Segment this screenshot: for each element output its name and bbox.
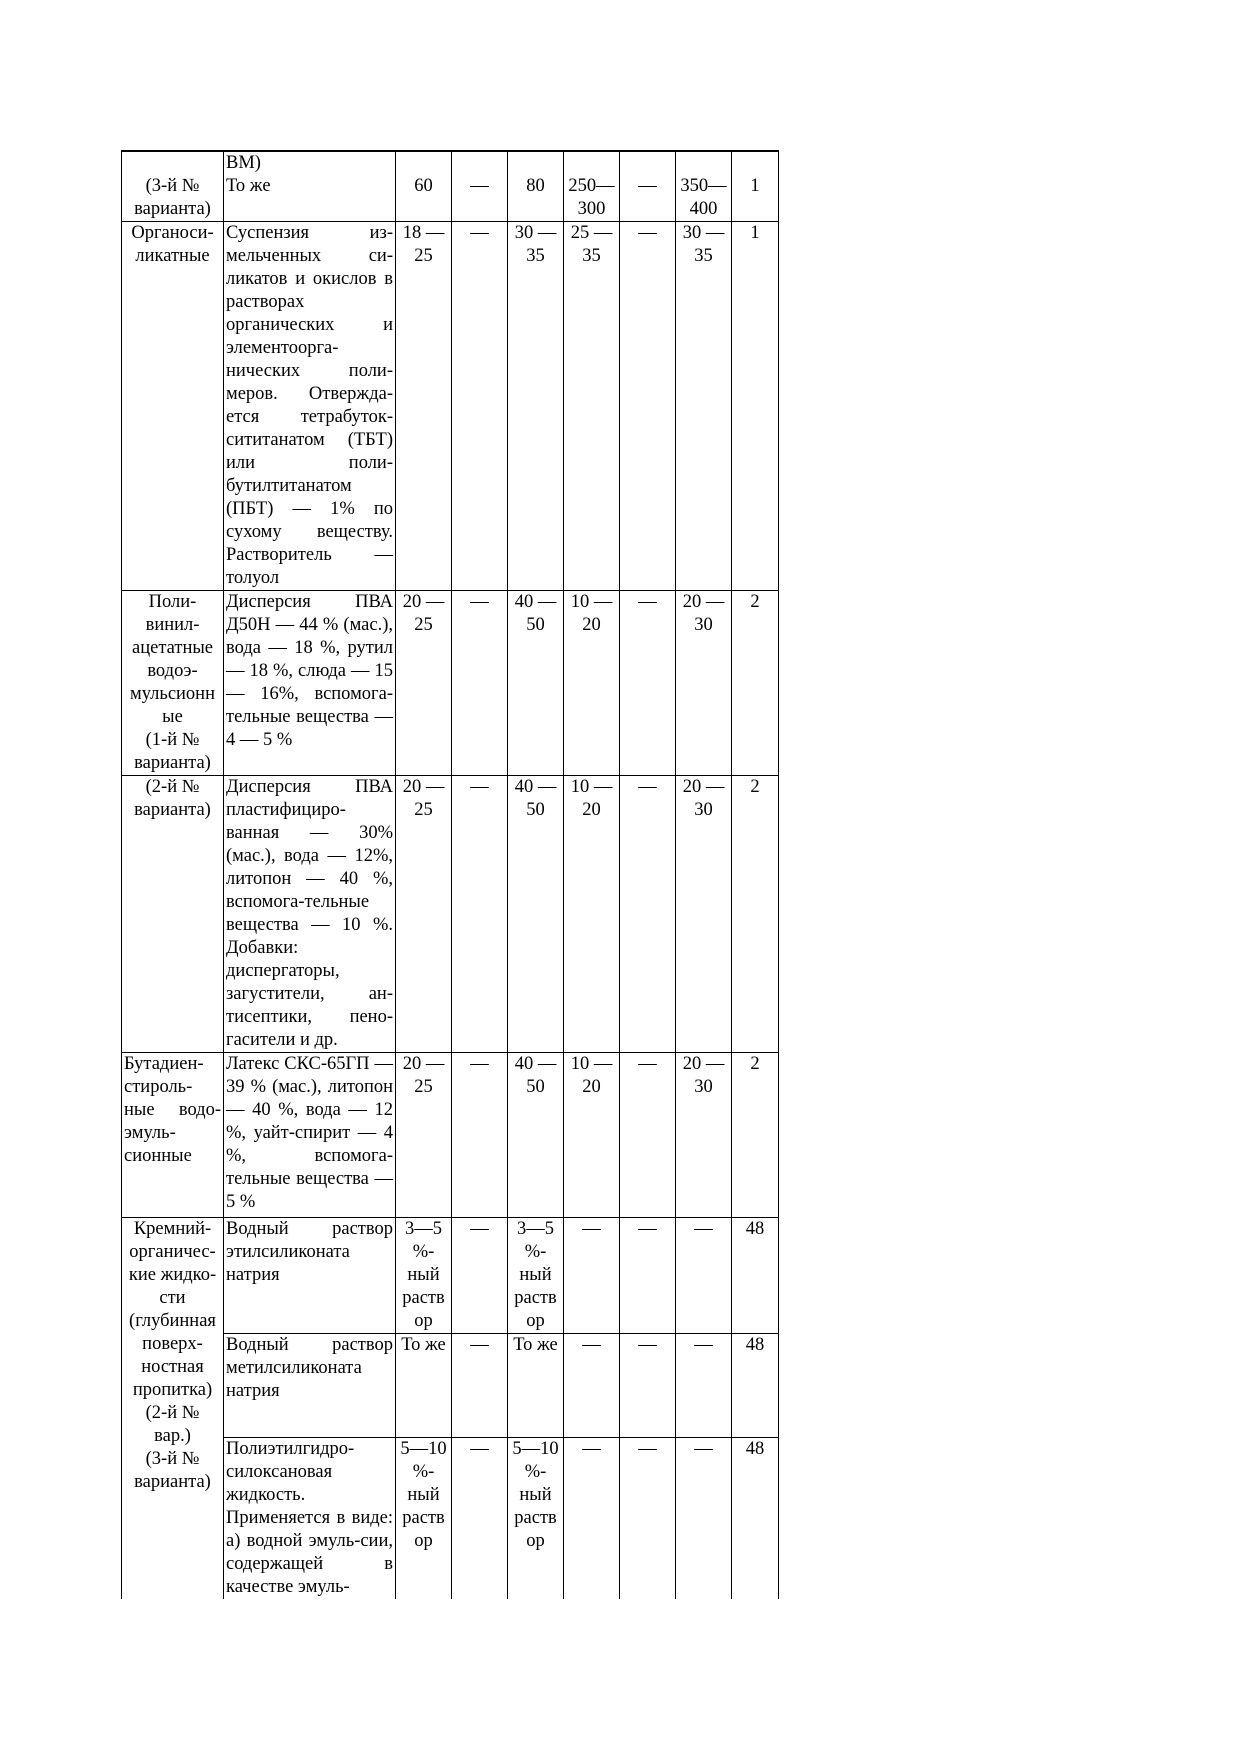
cell-line: То же	[226, 176, 271, 196]
material-cell	[122, 591, 224, 776]
param-cell	[676, 151, 732, 222]
cell-line: Органоси-	[131, 223, 214, 243]
cell-line: —	[470, 777, 489, 797]
cell-line: органичес-	[129, 1242, 216, 1262]
param-cell	[396, 591, 452, 776]
cell-line: —	[694, 1219, 713, 1239]
ref-cell	[732, 591, 779, 776]
cell-line: —	[638, 176, 657, 196]
cell-line: —	[470, 1439, 489, 1459]
cell-line: пропитка)	[132, 1380, 213, 1400]
cell-line: 1	[750, 176, 760, 196]
cell-line: 20	[582, 1077, 601, 1097]
cell-line: —	[470, 176, 489, 196]
cell-line: ацетатные	[132, 638, 213, 658]
cell-line: %-	[524, 1462, 547, 1482]
cell-line: То же	[513, 1335, 558, 1355]
cell-line: сти	[159, 1288, 186, 1308]
param-cell	[564, 1334, 620, 1438]
cell-text: Дисперсия ПВА пластифициро-ванная — 30% (мас.), вода — 12%, литопон — 40 %, вспомога-тельные вещества — 10 %. Добавки: диспергаторы, загустители, ан-тисептики, пено-гасители и др.	[226, 777, 393, 1050]
cell-line: 20 —	[402, 592, 445, 612]
cell-line: 25	[414, 800, 433, 820]
param-cell	[508, 222, 564, 591]
cell-line: —	[638, 777, 657, 797]
cell-line: —	[638, 1054, 657, 1074]
cell-line: 30	[694, 1077, 713, 1097]
cell-line: —	[638, 1439, 657, 1459]
param-cell	[452, 1218, 508, 1334]
cell-line	[124, 152, 221, 175]
cell-line: —	[470, 1219, 489, 1239]
param-cell	[508, 1438, 564, 1600]
cell-line: —	[470, 223, 489, 243]
param-cell	[620, 1438, 676, 1600]
cell-line: 3—5	[405, 1219, 442, 1239]
cell-text: Суспензия из-мельченных си-ликатов и окислов в растворах органических и элементоорга-нических поли-меров. Отвержда-ется тетрабуток-сититанатом (ТБТ) или поли-бутилтитанатом (ПБТ) — 1% по сухому веществу. Растворитель — толуол	[226, 223, 393, 588]
param-cell	[620, 591, 676, 776]
composition-cell	[224, 1438, 396, 1600]
table-row	[122, 591, 779, 776]
cell-line: 20 —	[682, 1054, 725, 1074]
ref-cell	[732, 1218, 779, 1334]
cell-line: То же	[401, 1335, 446, 1355]
cell-line	[454, 152, 505, 175]
cell-line: 10 —	[570, 592, 613, 612]
cell-line: —	[694, 1335, 713, 1355]
cell-line: 250—	[568, 176, 615, 196]
param-cell	[620, 151, 676, 222]
cell-line: ный	[407, 1265, 440, 1285]
cell-line: 35	[582, 246, 601, 266]
param-cell	[676, 776, 732, 1053]
material-cell	[122, 776, 224, 1053]
cell-line: винил-	[145, 615, 200, 635]
cell-line: 2	[750, 1054, 760, 1074]
cell-line: водоэ-	[147, 661, 198, 681]
cell-line: ор	[526, 1311, 545, 1331]
material-cell	[122, 1218, 224, 1600]
cell-line: —	[470, 1335, 489, 1355]
cell-line: 50	[526, 800, 545, 820]
cell-line: 18 —	[402, 223, 445, 243]
cell-line	[678, 152, 729, 175]
param-cell	[396, 1438, 452, 1600]
cell-line: 20	[582, 800, 601, 820]
cell-line: 20 —	[682, 592, 725, 612]
cell-line: вар.)	[154, 1426, 191, 1446]
cell-line: ор	[526, 1531, 545, 1551]
cell-text: Латекс СКС-65ГП — 39 % (мас.), литопон — 40 %, вода — 12 %, уайт-спирит — 4 %, вспомога-тельные вещества — 5 %	[226, 1054, 393, 1212]
cell-line: —	[638, 1335, 657, 1355]
cell-line: Кремний-	[133, 1219, 212, 1239]
cell-line	[734, 152, 776, 175]
param-cell	[564, 1438, 620, 1600]
cell-line: 20	[582, 615, 601, 635]
cell-line: варианта)	[134, 800, 211, 820]
param-cell	[508, 1053, 564, 1218]
composition-cell	[224, 1053, 396, 1218]
composition-cell	[224, 1218, 396, 1334]
param-cell	[452, 1053, 508, 1218]
cell-line: 400	[689, 199, 718, 219]
param-cell	[396, 151, 452, 222]
cell-line: Поли-	[148, 592, 197, 612]
param-cell	[508, 591, 564, 776]
cell-line: —	[694, 1439, 713, 1459]
cell-line: 5—10	[400, 1439, 447, 1459]
param-cell	[452, 591, 508, 776]
cell-line: варианта)	[134, 753, 211, 773]
table-row	[122, 1218, 779, 1334]
cell-line: ный	[519, 1265, 552, 1285]
cell-line: ор	[414, 1311, 433, 1331]
material-cell	[122, 1053, 224, 1218]
composition-cell	[224, 591, 396, 776]
table-row	[122, 776, 779, 1053]
param-cell	[564, 591, 620, 776]
param-cell	[676, 1334, 732, 1438]
param-cell	[676, 1438, 732, 1600]
ref-cell	[732, 1053, 779, 1218]
cell-line: 30 —	[514, 223, 557, 243]
cell-line: 30	[694, 800, 713, 820]
param-cell	[396, 1053, 452, 1218]
cell-line: —	[582, 1219, 601, 1239]
cell-line: кие жидко-	[128, 1265, 217, 1285]
param-cell	[396, 1218, 452, 1334]
table-row	[122, 151, 779, 222]
cell-line: поверх-	[142, 1334, 203, 1354]
cell-line: 60	[414, 176, 433, 196]
cell-line: раств	[402, 1508, 445, 1528]
param-cell	[396, 1334, 452, 1438]
cell-line: (2-й №	[145, 777, 200, 797]
param-cell	[396, 222, 452, 591]
cell-line: ный	[407, 1485, 440, 1505]
cell-line: 50	[526, 615, 545, 635]
cell-line: варианта)	[134, 199, 211, 219]
cell-line: 30 —	[682, 223, 725, 243]
param-cell	[508, 776, 564, 1053]
cell-line: ный	[519, 1485, 552, 1505]
param-cell	[676, 591, 732, 776]
cell-line: 20 —	[402, 1054, 445, 1074]
cell-line: 1	[750, 223, 760, 243]
composition-cell	[224, 151, 396, 222]
param-cell	[564, 776, 620, 1053]
param-cell	[676, 1053, 732, 1218]
cell-line	[398, 152, 449, 175]
cell-line: 25	[414, 1077, 433, 1097]
cell-line: (глубинная	[129, 1311, 216, 1331]
ref-cell	[732, 1334, 779, 1438]
cell-line	[566, 152, 617, 175]
cell-line: ые	[162, 707, 183, 727]
param-cell	[564, 1218, 620, 1334]
cell-line: 300	[577, 199, 606, 219]
cell-line: (1-й №	[145, 730, 200, 750]
cell-line: 40 —	[514, 592, 557, 612]
cell-text: Дисперсия ПВА Д50Н — 44 % (мас.), вода — 18 %, рутил — 18 %, слюда — 15 — 16%, вспомога-тельные вещества — 4 — 5 %	[226, 592, 393, 750]
cell-line: ВМ)	[226, 153, 261, 173]
cell-line: 10 —	[570, 1054, 613, 1074]
cell-line: 48	[745, 1335, 765, 1355]
param-cell	[564, 222, 620, 591]
cell-line: 35	[694, 246, 713, 266]
cell-line: раств	[514, 1288, 557, 1308]
cell-line: —	[582, 1439, 601, 1459]
cell-line: —	[470, 592, 489, 612]
cell-line: —	[638, 592, 657, 612]
cell-line: (3-й №	[145, 176, 200, 196]
cell-line: —	[638, 223, 657, 243]
composition-cell	[224, 776, 396, 1053]
param-cell	[452, 151, 508, 222]
cell-line: 10 —	[570, 777, 613, 797]
cell-line: %-	[412, 1242, 435, 1262]
cell-text: Бутадиен-стироль-ные водо-эмуль-сионные	[124, 1054, 221, 1166]
material-cell	[122, 222, 224, 591]
cell-line	[622, 152, 673, 175]
cell-line: 35	[526, 246, 545, 266]
cell-line: ор	[414, 1531, 433, 1551]
cell-text: Водный раствор этилсиликоната натрия	[226, 1219, 393, 1285]
param-cell	[452, 776, 508, 1053]
cell-line: 5—10	[512, 1439, 559, 1459]
cell-line: 30	[694, 615, 713, 635]
ref-cell	[732, 222, 779, 591]
ref-cell	[732, 776, 779, 1053]
cell-line: 25	[414, 615, 433, 635]
cell-line: (3-й №	[145, 1449, 200, 1469]
cell-line: 40 —	[514, 1054, 557, 1074]
param-cell	[564, 151, 620, 222]
ref-cell	[732, 1438, 779, 1600]
material-cell	[122, 151, 224, 222]
param-cell	[452, 1334, 508, 1438]
cell-line: 2	[750, 777, 760, 797]
cell-line	[510, 152, 561, 175]
param-cell	[396, 776, 452, 1053]
cell-line: ностная	[141, 1357, 204, 1377]
cell-line: —	[582, 1335, 601, 1355]
cell-line: 350—	[680, 176, 727, 196]
cell-line: —	[470, 1054, 489, 1074]
cell-line: варианта)	[134, 1472, 211, 1492]
param-cell	[620, 1218, 676, 1334]
param-cell	[676, 1218, 732, 1334]
ref-cell	[732, 151, 779, 222]
cell-line: 3—5	[517, 1219, 554, 1239]
param-cell	[452, 1438, 508, 1600]
cell-line: 20 —	[402, 777, 445, 797]
param-cell	[508, 1218, 564, 1334]
cell-line: мульсионн	[130, 684, 215, 704]
table-row	[122, 222, 779, 591]
cell-line: 50	[526, 1077, 545, 1097]
cell-line: 48	[745, 1219, 765, 1239]
param-cell	[620, 1334, 676, 1438]
cell-line: 80	[526, 176, 545, 196]
param-cell	[620, 222, 676, 591]
table-body	[122, 151, 779, 1599]
cell-line: ликатные	[135, 246, 210, 266]
composition-table	[121, 150, 779, 1599]
cell-line: 40 —	[514, 777, 557, 797]
cell-line: 48	[745, 1439, 765, 1459]
cell-line: (2-й №	[145, 1403, 200, 1423]
table-row	[122, 1053, 779, 1218]
cell-line: 25 —	[570, 223, 613, 243]
composition-cell	[224, 222, 396, 591]
cell-line: %-	[524, 1242, 547, 1262]
param-cell	[620, 776, 676, 1053]
cell-line: —	[638, 1219, 657, 1239]
cell-line: %-	[412, 1462, 435, 1482]
cell-text: Полиэтилгидро-силоксановая жидкость. Применяется в виде: а) водной эмуль-сии, содержащей в качестве эмуль-	[226, 1439, 393, 1597]
cell-text: Водный раствор метилсиликоната натрия	[226, 1335, 393, 1401]
composition-cell	[224, 1334, 396, 1438]
param-cell	[452, 222, 508, 591]
param-cell	[564, 1053, 620, 1218]
cell-line: раств	[402, 1288, 445, 1308]
cell-line: 20 —	[682, 777, 725, 797]
cell-line: 25	[414, 246, 433, 266]
cell-line: раств	[514, 1508, 557, 1528]
param-cell	[676, 222, 732, 591]
param-cell	[620, 1053, 676, 1218]
cell-line: 2	[750, 592, 760, 612]
param-cell	[508, 151, 564, 222]
param-cell	[508, 1334, 564, 1438]
